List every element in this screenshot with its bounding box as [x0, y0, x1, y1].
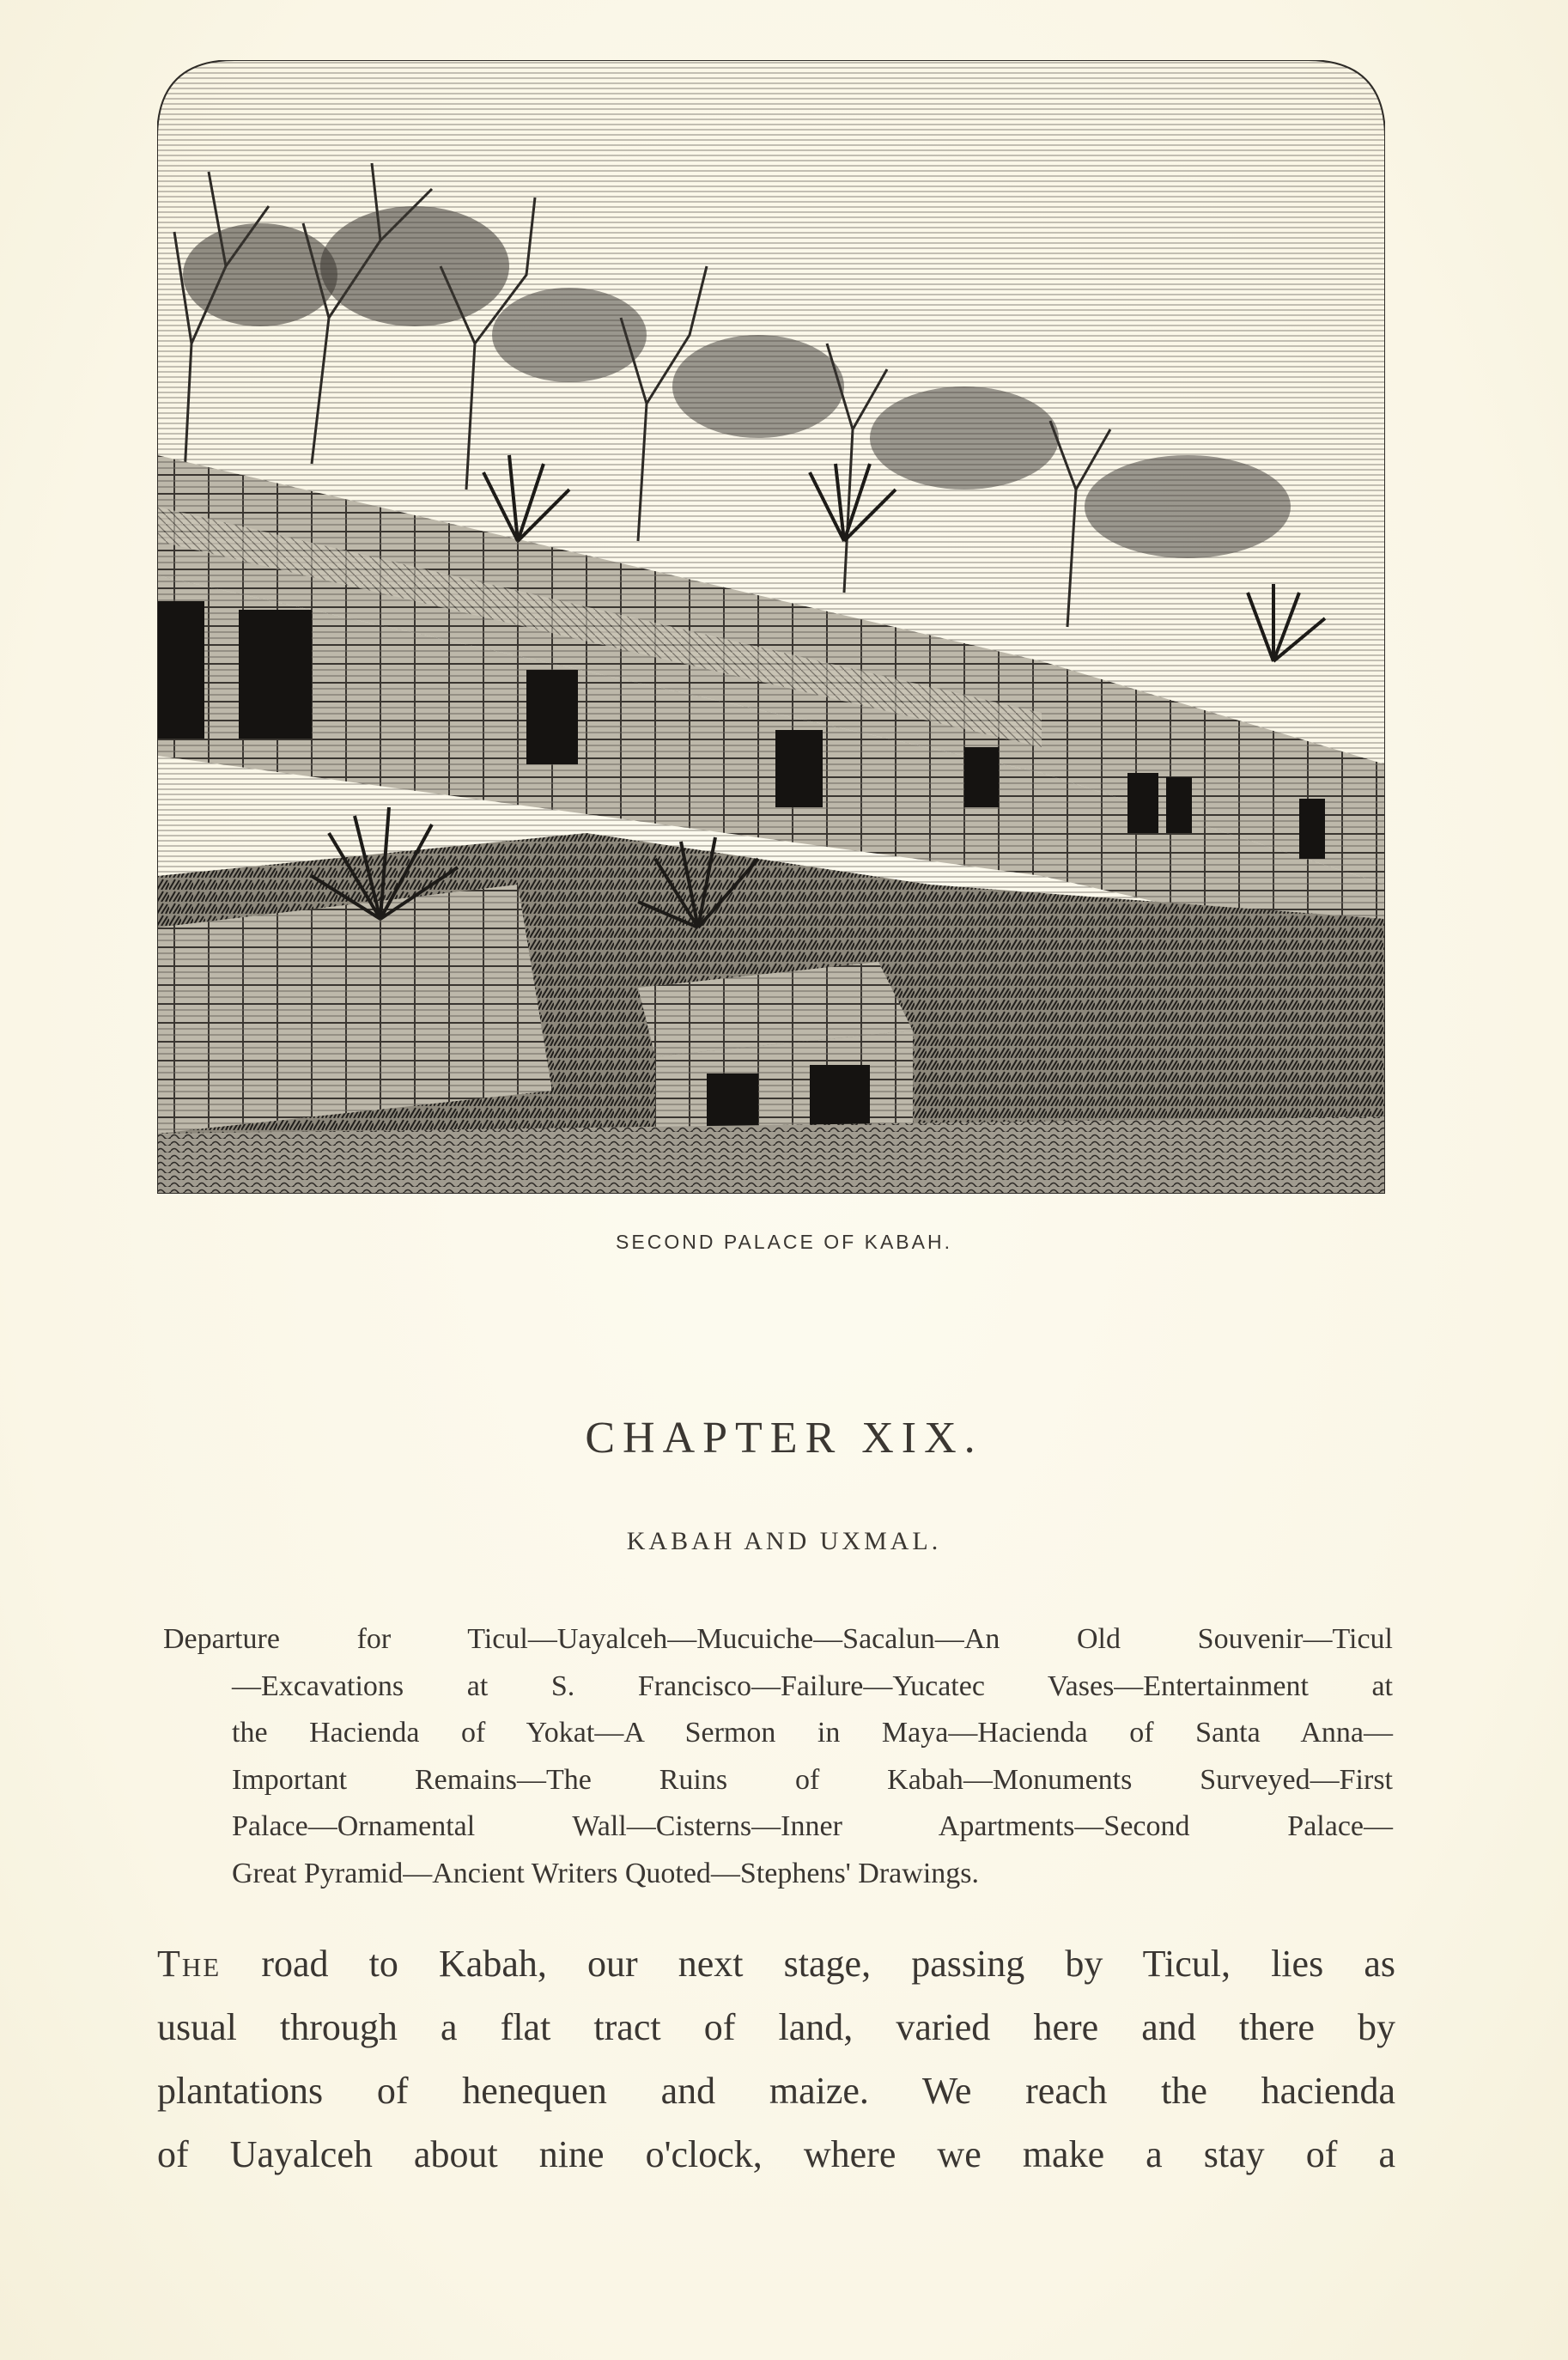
body-paragraph	[157, 1932, 1395, 2187]
body-first-line-text: road to Kabah, our next stage, passing by Ticul, lies as	[261, 1943, 1395, 1985]
illustration-caption: SECOND PALACE OF KABAH.	[616, 1231, 952, 1253]
body-line: of Uayalceh about nine o'clock, where we make a stay of a	[157, 2133, 1395, 2175]
chapter-synopsis	[163, 1616, 1393, 1897]
opening-word: The	[157, 1943, 222, 1985]
synopsis-line: Palace—Ornamental Wall—Cisterns—Inner Apartments—Second Palace—	[232, 1810, 1393, 1842]
chapter-heading: CHAPTER XIX.	[585, 1414, 983, 1463]
synopsis-line: Departure for Ticul—Uayalceh—Mucuiche—Sacalun—An Old Souvenir—Ticul	[163, 1623, 1393, 1655]
synopsis-line: Important Remains—The Ruins of Kabah—Monuments Surveyed—First	[232, 1763, 1393, 1796]
synopsis-line: the Hacienda of Yokat—A Sermon in Maya—Hacienda of Santa Anna—	[232, 1717, 1393, 1749]
engraving-illustration	[157, 60, 1385, 1194]
palace-engraving-image	[157, 60, 1385, 1194]
chapter-title: KABAH AND UXMAL.	[626, 1527, 942, 1555]
synopsis-line: —Excavations at S. Francisco—Failure—Yucatec Vases—Entertainment at	[232, 1670, 1393, 1702]
body-line: plantations of henequen and maize. We reach the hacienda	[157, 2070, 1395, 2112]
body-line: usual through a flat tract of land, varied here and there by	[157, 2006, 1395, 2048]
body-line	[157, 1932, 1395, 1996]
synopsis-line: Great Pyramid—Ancient Writers Quoted—Stephens' Drawings.	[232, 1857, 980, 1889]
